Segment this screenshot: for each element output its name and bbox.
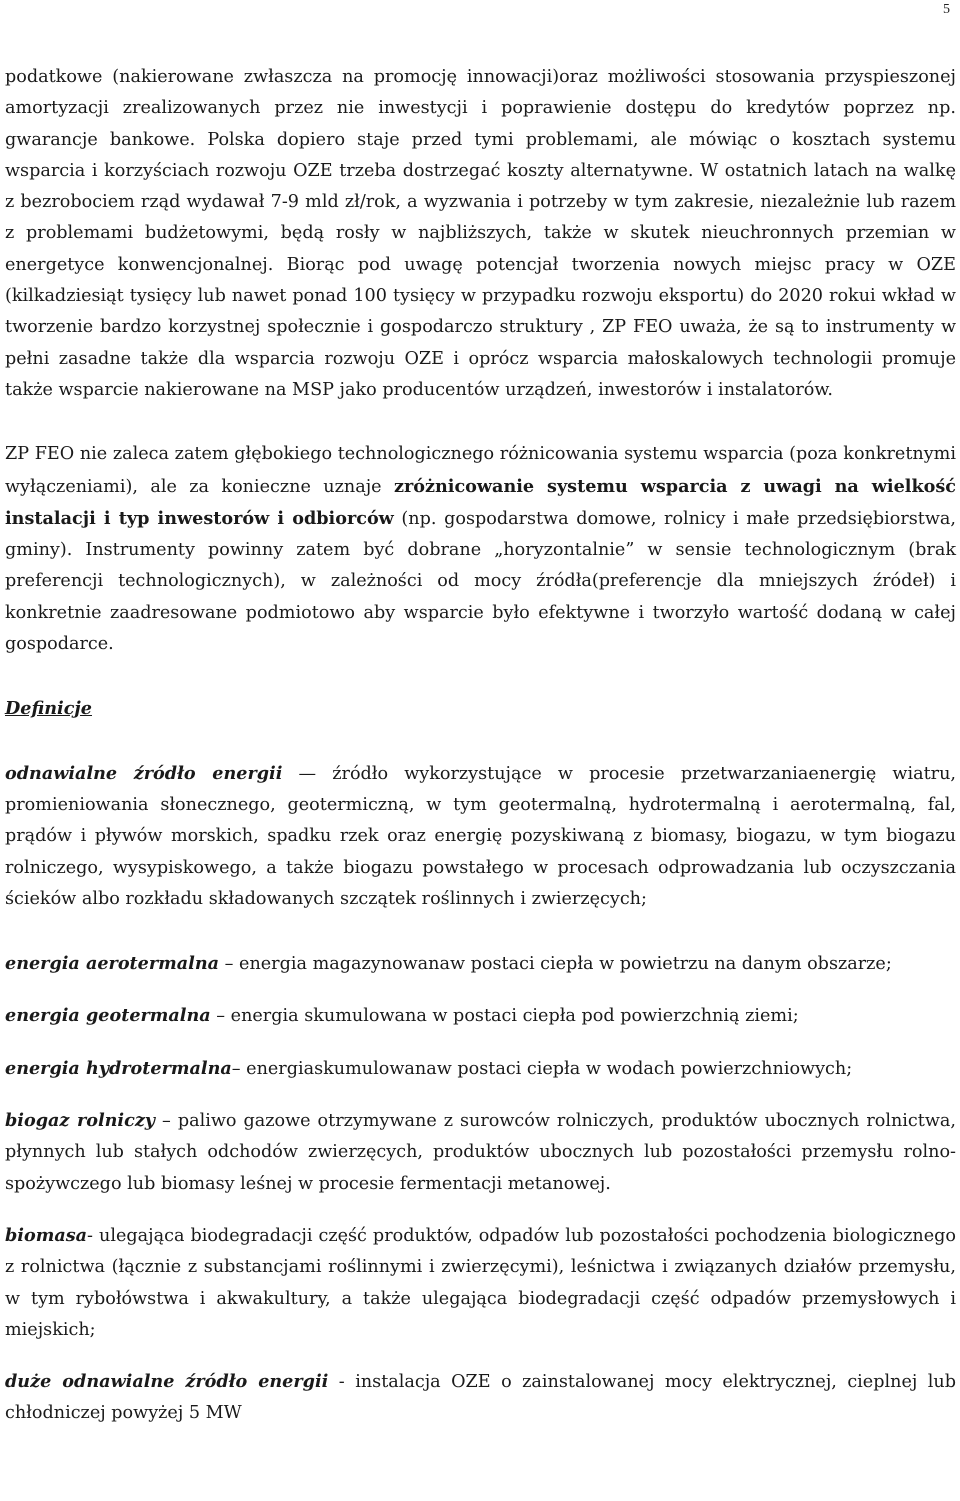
- definition-text: — źródło wykorzystujące w procesie przetwarzaniaenergię wiatru, promieniowania słonecznego, geotermiczną, w tym geotermalną, hydrotermalną i aerotermalną, fal, prądów i pływów morskich, spadku rzek oraz energię pozyskiwaną z biomasy, biogazu, w tym biogazu rolniczego, wysypiskowego, a także biogazu powstałego w procesach odprowadzania lub oczyszczania ścieków albo rozkładu składowanych szczątek roślinnych i zwierzęcych;: [5, 763, 956, 909]
- paragraph-1: podatkowe (nakierowane zwłaszcza na promocję innowacji)oraz możliwości stosowania przyspieszonej amortyzacji zrealizowanych przez nie inwestycji i poprawienie dostępu do kredytów poprzez np. gwarancje bankowe. Polska dopiero staje przed tymi problemami, ale mówiąc o kosztach systemu wsparcia i korzyściach rozwoju OZE trzeba dostrzegać koszty alternatywne. W ostatnich latach na walkę z bezrobociem rząd wydawał 7-9 mld zł/rok, a wyzwania i potrzeby w tym zakresie, niezależnie lub razem z problemami budżetowymi, będą rosły w najbliższych, także w skutek nieuchronnych przemian w energetyce konwencjonalnej. Biorąc pod uwagę potencjał tworzenia nowych miejsc pracy w OZE (kilkadziesiąt tysięcy lub nawet ponad 100 tysięcy w przypadku rozwoju eksportu) do 2020 rokui wkład w tworzenie bardzo korzystnej społecznie i gospodarczo struktury , ZP FEO uważa, że są to instrumenty w pełni zasadne także dla wsparcia rozwoju OZE i oprócz wsparcia małoskalowych technologii promuje także wsparcie nakierowane na MSP jako producentów urządzeń, inwestorów i instalatorów.: [5, 67, 956, 400]
- definition-text: – paliwo gazowe otrzymywane z surowców rolniczych, produktów ubocznych rolnictwa, płynnych lub stałych odchodów zwierzęcych, produktów ubocznych lub pozostałości przemysłu rolno-spożywczego lub biomasy leśnej w procesie fermentacji metanowej.: [5, 1111, 956, 1194]
- definition-item: [5, 1053, 956, 1085]
- definition-text: – energia magazynowanaw postaci ciepła w powietrzu na danym obszarze;: [219, 954, 892, 975]
- paragraph-2-end: (np. gospodarstwa domowe, rolnicy i małe przedsiębiorstwa, gminy). Instrumenty powinny zatem być dobrane „horyzontalnie” w sensie technologicznym (brak preferencji technologicznych), w zależności od mocy źródła(preferencje dla mniejszych źródeł) i konkretnie zaadresowane podmiotowo aby wsparcie było efektywne i tworzyło wartość dodaną w całej gospodarce.: [5, 508, 956, 655]
- definition-text: – energia skumulowana w postaci ciepła pod powierzchnią ziemi;: [210, 1006, 799, 1027]
- definition-term: energia hydrotermalna: [5, 1057, 232, 1079]
- definition-text: - ulegająca biodegradacji część produktów, odpadów lub pozostałości pochodzenia biologicznego z rolnictwa (łącznie z substancjami roślinnymi i zwierzęcymi), leśnictwa i związanych działów przemysłu, w tym rybołówstwa i akwakultury, a także ulegająca biodegradacji część odpadów przemysłowych i miejskich;: [5, 1225, 956, 1340]
- definitions-heading: Definicje: [5, 698, 92, 720]
- definition-item: [5, 1220, 956, 1346]
- definition-term: duże odnawialne źródło energii: [5, 1371, 329, 1393]
- definition-text: - instalacja OZE o zainstalowanej mocy elektrycznej, cieplnej lub chłodniczej powyżej 5 MW: [5, 1372, 956, 1424]
- definition-item: [5, 758, 956, 915]
- paragraph-2-start: ZP FEO nie zaleca zatem głębokiego technologicznego różnicowania systemu wsparcia (poza konkretnymi wyłączeniami), ale za konieczne uznaje: [5, 444, 956, 497]
- definition-term: biomasa: [5, 1224, 88, 1246]
- definition-term: energia geotermalna: [5, 1005, 211, 1027]
- page-number: 5: [943, 2, 950, 17]
- document-body: [5, 62, 956, 1430]
- definition-term: biogaz rolniczy: [5, 1110, 156, 1132]
- definition-item: [5, 1000, 956, 1032]
- definition-term: energia aerotermalna: [5, 953, 220, 975]
- definition-item: [5, 1105, 956, 1200]
- definition-item: [5, 948, 956, 980]
- definition-text: – energiaskumulowanaw postaci ciepła w wodach powierzchniowych;: [231, 1058, 853, 1079]
- definition-item: [5, 1366, 956, 1430]
- paragraph-2-emphasis: zróżnicowanie systemu wsparcia z uwagi na wielkość instalacji i typ inwestorów i odbiorców: [5, 475, 956, 529]
- paragraph-2: [5, 439, 956, 660]
- definition-term: odnawialne źródło energii: [5, 762, 283, 784]
